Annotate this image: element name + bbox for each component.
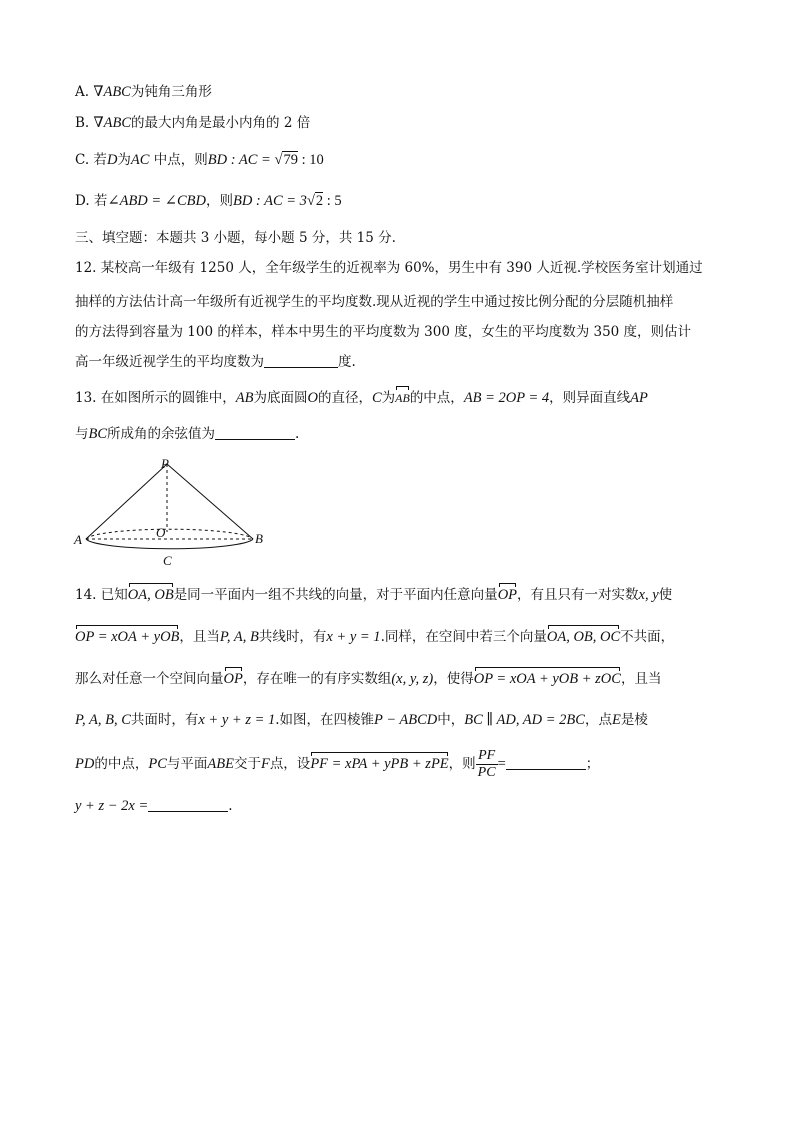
q13-t2: 为底面圆 (253, 390, 308, 406)
q14-l1-op: OP (497, 587, 518, 603)
q14-l1-b: 是同一平面内一组不共线的向量，对于平面内任意向量 (173, 587, 498, 603)
q13-t7: 与 (75, 426, 89, 442)
q14-line6 (75, 796, 233, 816)
q13-t3: 的直径， (317, 390, 372, 406)
q12-line4 (75, 352, 356, 372)
q13-t5: 的中点， (409, 390, 464, 406)
q14-l2-eq: OP = xOA + yOB (75, 629, 180, 645)
option-c-sqrt: 79 (283, 152, 298, 168)
q14-l1-vecs: OA, OB (127, 587, 174, 603)
q14-l5-c: 交于 (233, 756, 261, 772)
option-a (75, 82, 212, 102)
q12-line4-post: 度. (338, 354, 356, 370)
label-b: B (255, 531, 263, 546)
q14-l4-sum: x + y + z = 1 (198, 712, 276, 728)
q13-m-ab: AB (235, 390, 254, 406)
q14-l4-f: 是棱 (620, 712, 648, 728)
q14-l5-abe: ABE (207, 756, 234, 772)
q14-l5-e: ，则 (448, 756, 476, 772)
option-c (75, 150, 324, 170)
q14-answer-blank-1[interactable] (506, 755, 586, 770)
q14-l4-e: E (611, 712, 621, 728)
q14-line5 (75, 748, 599, 781)
option-c-mid2: 中点，则 (149, 152, 208, 168)
option-d-sqrt: 2 (315, 193, 324, 209)
q13-m-o: O (307, 390, 318, 406)
q14-line3 (75, 669, 661, 689)
q14-l5-eqs: = (497, 756, 506, 772)
q13-arc-ab: AB (395, 388, 410, 408)
option-c-m3: BD : AC = (207, 152, 275, 168)
q14-l6-end: . (228, 798, 233, 814)
q14-l5-eq: PF = xPA + yPB + zPE (310, 756, 449, 772)
cone-figure (70, 452, 280, 572)
option-a-math: ∇ABC (93, 84, 131, 100)
option-c-m2: AC (130, 152, 150, 168)
q14-line4 (75, 710, 648, 730)
option-c-tail: : 10 (297, 152, 324, 168)
q14-l4-pabc: P, A, B, C (75, 712, 131, 728)
option-d-sqrt-sign: √ (306, 193, 315, 209)
option-d-tail: : 5 (323, 193, 342, 209)
q14-l5-end: ； (585, 756, 600, 772)
q14-l2-vecs: OA, OB, OC (546, 629, 621, 645)
cone-base-front (86, 539, 253, 549)
cone-edge-pa (86, 464, 167, 539)
q14-l5-b: 与平面 (166, 756, 208, 772)
option-d-prefix: D. 若 (75, 193, 108, 209)
q14-fraction (476, 748, 498, 781)
q14-l1-c: ，有且只有一对实数 (517, 587, 639, 603)
q14-l3-b: ，存在唯一的有序实数组 (242, 671, 392, 687)
q14-frac-num: PF (476, 748, 498, 765)
label-a: A (74, 532, 82, 547)
option-d-mid: ，则 (205, 193, 233, 209)
q14-l2-sum: x + y = 1 (326, 629, 381, 645)
q14-l2-a: ，且当 (179, 629, 220, 645)
q13-t4: 为 (381, 390, 396, 406)
q12-line4-pre: 高一年级近视学生的平均度数为 (75, 354, 264, 370)
section-heading: 三、填空题：本题共 3 小题，每小题 5 分，共 15 分. (75, 230, 396, 246)
q13-m-bc: BC (88, 426, 108, 442)
q14-l1-a: 14. 已知 (75, 587, 128, 603)
q12-line2: 抽样的方法估计高一年级所有近视学生的平均度数.现从近视的学生中通过按比例分配的分层随机抽样 (75, 294, 674, 310)
q13-m-c: C (371, 390, 382, 406)
cone-edge-pb (167, 464, 253, 539)
q14-l5-pc: PC (148, 756, 167, 772)
q14-l5-f: F (260, 756, 270, 772)
q14-line1 (75, 585, 672, 605)
option-c-m1: D (106, 152, 118, 168)
q13-t8: 所成角的余弦值为 (107, 426, 216, 442)
option-c-prefix: C. 若 (75, 152, 107, 168)
option-b-text: 的最大内角是最小内角的 2 倍 (131, 115, 311, 131)
label-o: O (156, 525, 166, 540)
option-d-m1: ∠ABD = ∠CBD (107, 193, 206, 209)
cone-base-back (86, 529, 253, 539)
q13-answer-blank[interactable] (215, 425, 295, 440)
q14-l3-op: OP (223, 671, 243, 687)
option-b-math: ∇ABC (93, 115, 132, 131)
option-a-prefix: A. (75, 84, 90, 100)
option-b-prefix: B. (75, 115, 90, 131)
option-d (75, 191, 342, 211)
q14-l5-a: 的中点， (94, 756, 149, 772)
option-d-m2: BD : AC = 3 (232, 193, 307, 209)
option-c-sqrt-sign: √ (274, 152, 283, 168)
q14-l1-d: 使 (658, 587, 673, 603)
q12-line3: 的方法得到容量为 100 的样本，样本中男生的平均度数为 300 度，女生的平均度数为 350 度，则估计 (75, 324, 692, 340)
q13-m-ap: AP (630, 390, 648, 406)
q14-l5-d: 点，设 (269, 756, 311, 772)
q14-l5-pd: PD (75, 756, 95, 772)
q14-l4-a: 共面时，有 (130, 712, 199, 728)
q14-l1-xy: x, y (638, 587, 659, 603)
q14-l2-pab: P, A, B (219, 629, 259, 645)
label-c: C (163, 553, 172, 568)
q14-frac-den: PC (477, 765, 496, 780)
q14-l2-b: 共线时，有 (258, 629, 327, 645)
q13-line2 (75, 424, 299, 444)
q14-l3-d: ，且当 (620, 671, 662, 687)
q14-l4-pyr: P − ABCD (374, 712, 438, 728)
q14-l3-c: ，使得 (433, 671, 474, 687)
q13-m-eq: AB = 2OP = 4 (463, 390, 550, 406)
q12-answer-blank[interactable] (264, 353, 338, 368)
q14-l4-cond: BC ∥ AD, AD = 2BC (464, 712, 585, 728)
q14-line2 (75, 627, 674, 647)
q14-l6-expr: y + z − 2x = (75, 798, 149, 814)
q14-l4-d: ，点 (584, 712, 612, 728)
q14-answer-blank-2[interactable] (148, 797, 228, 812)
q14-l4-c: 中， (437, 712, 465, 728)
option-c-mid1: 为 (117, 152, 131, 168)
q14-l3-xyz: (x, y, z) (391, 671, 434, 687)
q12-line1: 12. 某校高一年级有 1250 人，全年级学生的近视率为 60%，男生中有 390 人近视.学校医务室计划通过 (75, 260, 703, 276)
q13-t9: . (295, 426, 300, 442)
q13-t6: ，则异面直线 (549, 390, 631, 406)
q14-l4-b: .如图，在四棱锥 (275, 712, 375, 728)
q13-t1: 13. 在如图所示的圆锥中， (75, 390, 236, 406)
q13-line1 (75, 388, 648, 408)
q14-l2-c: .同样，在空间中若三个向量 (380, 629, 547, 645)
label-p: P (161, 456, 169, 471)
q14-l3-a: 那么对任意一个空间向量 (75, 671, 224, 687)
q14-l3-eq: OP = xOA + yOB + zOC (473, 671, 621, 687)
option-b (75, 113, 310, 133)
option-a-text: 为钝角三角形 (130, 84, 212, 100)
q14-l2-d: 不共面， (620, 629, 675, 645)
